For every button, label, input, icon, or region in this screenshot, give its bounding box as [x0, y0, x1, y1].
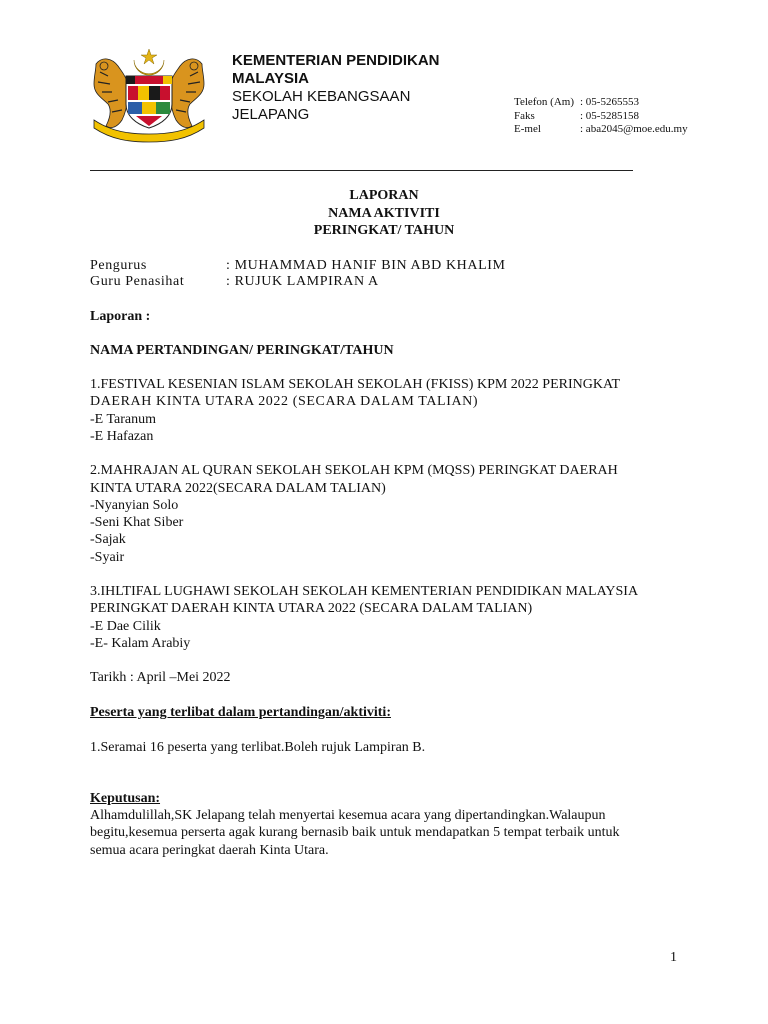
item3-event: -E Dae Cilik — [90, 619, 161, 634]
item2-event: -Nyanyian Solo — [90, 498, 179, 513]
pengurus-value: : MUHAMMAD HANIF BIN ABD KHALIM — [226, 258, 506, 273]
coat-of-arms-logo — [88, 46, 210, 146]
ministry-name-line2: MALAYSIA — [232, 70, 309, 87]
phone-value: : 05-5265553 — [580, 96, 639, 108]
item1-title-line2: DAERAH KINTA UTARA 2022 (SECARA DALAM TALIAN) — [90, 394, 479, 409]
item3-title-line1: 3.IHLTIFAL LUGHAWI SEKOLAH SEKOLAH KEMENTERIAN PENDIDIKAN MALAYSIA — [90, 584, 639, 599]
pengurus-label: Pengurus — [90, 258, 147, 273]
item1-event: -E Hafazan — [90, 429, 154, 444]
title-laporan: LAPORAN — [349, 188, 419, 203]
item1-event: -E Taranum — [90, 412, 157, 427]
item2-title-line2: KINTA UTARA 2022(SECARA DALAM TALIAN) — [90, 481, 386, 496]
title-level-year: PERINGKAT/ TAHUN — [313, 223, 455, 238]
item2-event: -Syair — [90, 550, 125, 565]
ministry-name-line1: KEMENTERIAN PENDIDIKAN — [232, 52, 440, 69]
item3-title-line2: PERINGKAT DAERAH KINTA UTARA 2022 (SECARA DALAM TALIAN) — [90, 601, 533, 616]
school-name-line2: JELAPANG — [232, 106, 310, 123]
decision-heading: Keputusan: — [90, 791, 161, 806]
item2-event: -Seni Khat Siber — [90, 515, 184, 530]
participants-text: 1.Seramai 16 peserta yang terlibat.Boleh rujuk Lampiran B. — [90, 740, 426, 755]
item3-event: -E- Kalam Arabiy — [90, 636, 191, 651]
title-activity-name: NAMA AKTIVITI — [328, 206, 440, 221]
item2-event: -Sajak — [90, 532, 126, 547]
email-label: E-mel — [514, 123, 541, 135]
item1-title-line1: 1.FESTIVAL KESENIAN ISLAM SEKOLAH SEKOLAH (FKISS) KPM 2022 PERINGKAT — [90, 377, 621, 392]
fax-value: : 05-5285158 — [580, 110, 639, 122]
guru-penasihat-value: : RUJUK LAMPIRAN A — [226, 274, 379, 289]
decision-text-line: Alhamdulillah,SK Jelapang telah menyertai kesemua acara yang dipertandingkan.Walaupun — [90, 808, 606, 823]
guru-penasihat-label: Guru Penasihat — [90, 274, 185, 289]
header-divider — [90, 170, 633, 171]
participants-heading: Peserta yang terlibat dalam pertandingan/aktiviti: — [90, 705, 391, 720]
fax-label: Faks — [514, 110, 535, 122]
decision-text-line: semua acara peringkat daerah Kinta Utara. — [90, 843, 329, 858]
phone-label: Telefon (Am) — [514, 96, 575, 108]
activity-date: Tarikh : April –Mei 2022 — [90, 670, 231, 685]
laporan-heading: Laporan : — [90, 309, 151, 324]
school-name-line1: SEKOLAH KEBANGSAAN — [232, 88, 411, 105]
decision-text-line: begitu,kesemua perserta agak kurang bernasib baik untuk mendapatkan 5 tempat terbaik untuk — [90, 825, 620, 840]
email-value: : aba2045@moe.edu.my — [580, 123, 688, 135]
item2-title-line1: 2.MAHRAJAN AL QURAN SEKOLAH SEKOLAH KPM (MQSS) PERINGKAT DAERAH — [90, 463, 618, 478]
competition-heading: NAMA PERTANDINGAN/ PERINGKAT/TAHUN — [90, 343, 394, 358]
page-number: 1 — [670, 950, 677, 965]
